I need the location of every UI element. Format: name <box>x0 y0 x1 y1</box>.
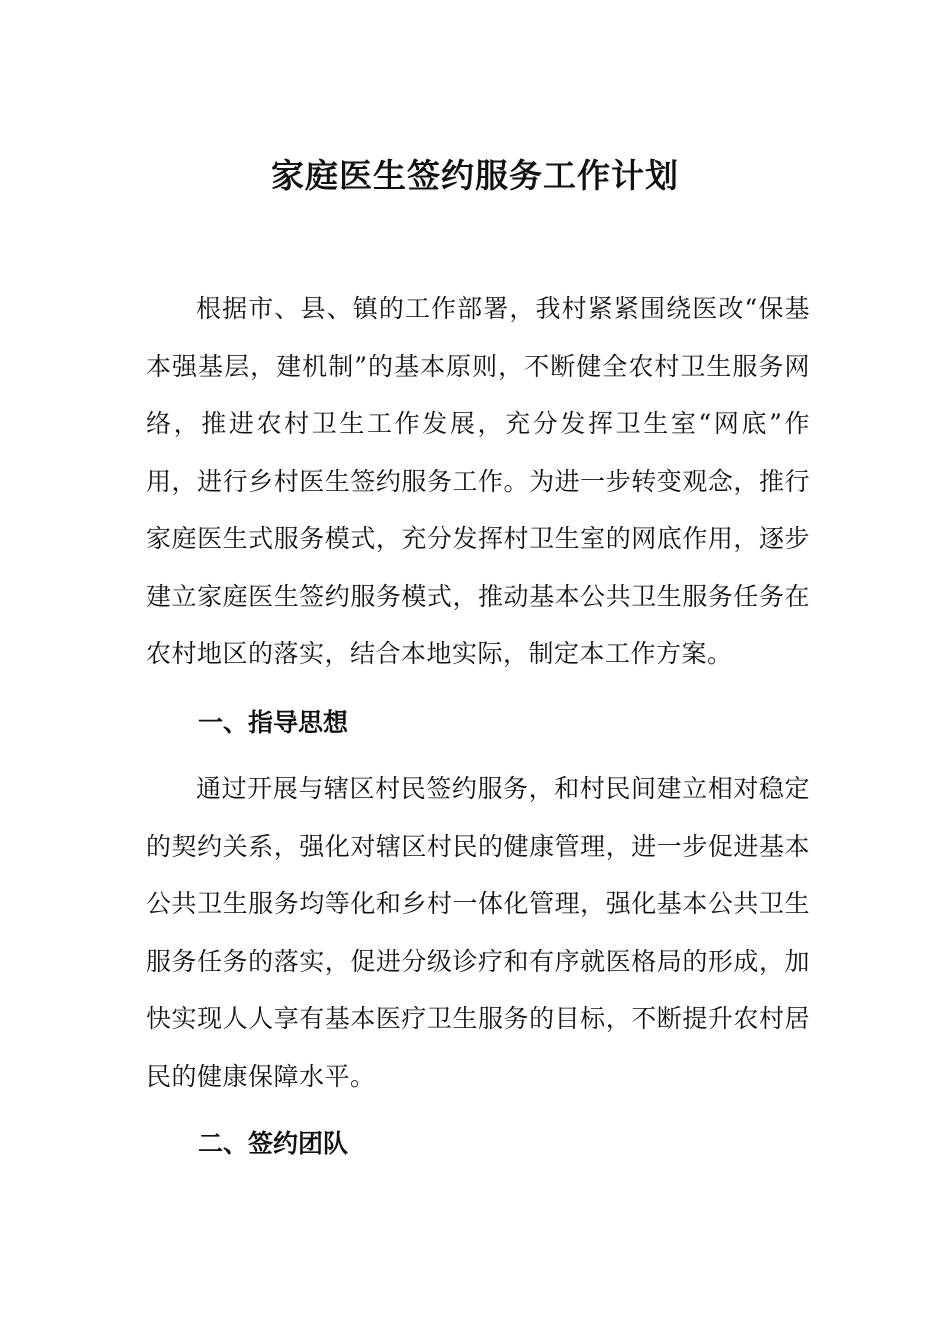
document-title: 家庭医生签约服务工作计划 <box>271 156 679 195</box>
section-heading-signing-team: 二、签约团队 <box>198 1129 349 1158</box>
section-heading-guiding-ideology: 一、指导思想 <box>198 708 349 737</box>
section-paragraph-guiding-ideology: 通过开展与辖区村民签约服务，和村民间建立相对稳定的契约关系，强化对辖区村民的健康管理，进一步促进基本公共卫生服务均等化和乡村一体化管理，强化基本公共卫生服务任务的落实，促进分级诊疗和有序就医格局的形成，加快实现人人享有基本医疗卫生服务的目标，不断提升农村居民的健康保障水平。 <box>146 774 810 1091</box>
intro-paragraph: 根据市、县、镇的工作部署，我村紧紧围绕医改“保基本强基层，建机制”的基本原则，不断健全农村卫生服务网络，推进农村卫生工作发展，充分发挥卫生室“网底”作用，进行乡村医生签约服务工作。为进一步转变观念，推行家庭医生式服务模式，充分发挥村卫生室的网底作用，逐步建立家庭医生签约服务模式，推动基本公共卫生服务任务在农村地区的落实，结合本地实际，制定本工作方案。 <box>146 294 810 668</box>
